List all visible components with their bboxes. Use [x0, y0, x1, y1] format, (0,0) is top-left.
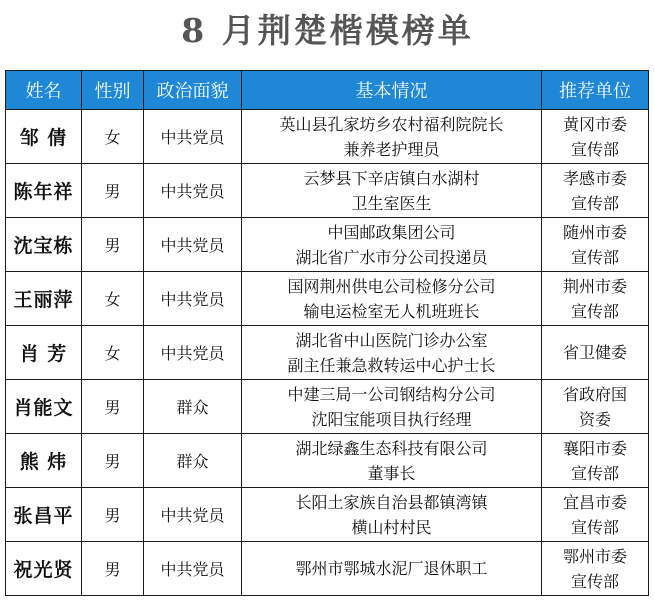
honor-list-table: [5, 70, 649, 596]
recommending-unit-line: 宜昌市委: [562, 492, 627, 512]
person-name: 陈年祥: [6, 164, 82, 218]
person-political-status: 中共党员: [144, 218, 242, 272]
recommending-unit-line: 孝感市委: [562, 168, 627, 188]
table-row: [6, 380, 649, 434]
person-name: 祝光贤: [6, 542, 82, 596]
recommending-unit-line: 宣传部: [570, 517, 619, 537]
recommending-unit-line: 鄂州市委: [562, 546, 627, 566]
basic-info-line: 兼养老护理员: [343, 139, 440, 159]
person-gender: 男: [82, 542, 144, 596]
basic-info-line: 董事长: [367, 463, 416, 483]
person-political-status: 中共党员: [144, 272, 242, 326]
table-row: [6, 434, 649, 488]
person-basic-info: [242, 164, 542, 218]
recommending-unit-line: 宣传部: [570, 301, 619, 321]
table-header-row: [6, 71, 649, 110]
recommending-unit-line: 宣传部: [570, 571, 619, 591]
basic-info-line: 副主任兼急救转运中心护士长: [287, 355, 496, 375]
person-gender: 女: [82, 326, 144, 380]
recommending-unit-line: 宣传部: [570, 139, 619, 159]
recommending-unit-line: 襄阳市委: [562, 438, 627, 458]
column-header-name: 姓名: [6, 71, 82, 110]
person-name: 张昌平: [6, 488, 82, 542]
person-basic-info: [242, 542, 542, 596]
recommending-unit-line: 荆州市委: [562, 276, 627, 296]
recommending-unit: [542, 542, 649, 596]
person-name: 王丽萍: [6, 272, 82, 326]
person-basic-info: [242, 272, 542, 326]
person-basic-info: [242, 110, 542, 164]
recommending-unit-line: 资委: [578, 409, 611, 429]
person-gender: 男: [82, 218, 144, 272]
person-gender: 女: [82, 110, 144, 164]
column-header-recommending-unit: 推荐单位: [542, 71, 649, 110]
table-row: [6, 326, 649, 380]
person-gender: 男: [82, 164, 144, 218]
recommending-unit: [542, 218, 649, 272]
basic-info-line: 英山县孔家坊乡农村福利院院长: [279, 114, 504, 134]
recommending-unit: [542, 326, 649, 380]
table-row: [6, 164, 649, 218]
column-header-basic-info: 基本情况: [242, 71, 542, 110]
table-row: [6, 110, 649, 164]
basic-info-line: 湖北省中山医院门诊办公室: [295, 330, 488, 350]
recommending-unit-line: 省政府国: [562, 384, 627, 404]
person-political-status: 群众: [144, 434, 242, 488]
person-basic-info: [242, 326, 542, 380]
person-gender: 男: [82, 434, 144, 488]
table-row: [6, 542, 649, 596]
person-political-status: 中共党员: [144, 542, 242, 596]
person-political-status: 中共党员: [144, 164, 242, 218]
table-row: [6, 218, 649, 272]
person-name: 肖能文: [6, 380, 82, 434]
person-gender: 女: [82, 272, 144, 326]
page-title: 8 月荆楚楷模榜单: [181, 11, 474, 50]
person-name: 熊 炜: [6, 434, 82, 488]
person-political-status: 中共党员: [144, 110, 242, 164]
person-political-status: 中共党员: [144, 326, 242, 380]
basic-info-line: 湖北省广水市分公司投递员: [295, 247, 488, 267]
basic-info-line: 沈阳宝能项目执行经理: [311, 409, 472, 429]
person-name: 肖 芳: [6, 326, 82, 380]
recommending-unit: [542, 272, 649, 326]
recommending-unit-line: 省卫健委: [562, 343, 627, 362]
basic-info-line: 湖北绿鑫生态科技有限公司: [295, 438, 488, 458]
table-row: [6, 272, 649, 326]
recommending-unit: [542, 380, 649, 434]
recommending-unit: [542, 488, 649, 542]
recommending-unit-line: 黄冈市委: [562, 114, 627, 134]
basic-info-line: 卫生室医生: [351, 193, 432, 213]
basic-info-line: 国网荆州供电公司检修分公司: [287, 276, 496, 296]
basic-info-line: 云梦县下辛店镇白水湖村: [303, 168, 480, 188]
person-basic-info: [242, 218, 542, 272]
person-basic-info: [242, 434, 542, 488]
person-gender: 男: [82, 380, 144, 434]
table-row: [6, 488, 649, 542]
recommending-unit-line: 随州市委: [562, 222, 627, 242]
person-political-status: 中共党员: [144, 488, 242, 542]
recommending-unit: [542, 434, 649, 488]
recommending-unit-line: 宣传部: [570, 193, 619, 213]
recommending-unit: [542, 110, 649, 164]
column-header-gender: 性别: [82, 71, 144, 110]
person-name: 邹 倩: [6, 110, 82, 164]
recommending-unit: [542, 164, 649, 218]
recommending-unit-line: 宣传部: [570, 463, 619, 483]
basic-info-line: 长阳土家族自治县都镇湾镇: [295, 492, 488, 512]
person-gender: 男: [82, 488, 144, 542]
basic-info-line: 中建三局一公司钢结构分公司: [287, 384, 496, 404]
basic-info-line: 中国邮政集团公司: [327, 222, 456, 242]
person-name: 沈宝栋: [6, 218, 82, 272]
person-basic-info: [242, 488, 542, 542]
basic-info-line: 横山村村民: [351, 517, 432, 537]
basic-info-line: 输电运检室无人机班班长: [303, 301, 480, 321]
basic-info-line: 鄂州市鄂城水泥厂退休职工: [295, 559, 488, 578]
person-basic-info: [242, 380, 542, 434]
recommending-unit-line: 宣传部: [570, 247, 619, 267]
column-header-political-status: 政治面貌: [144, 71, 242, 110]
person-political-status: 群众: [144, 380, 242, 434]
